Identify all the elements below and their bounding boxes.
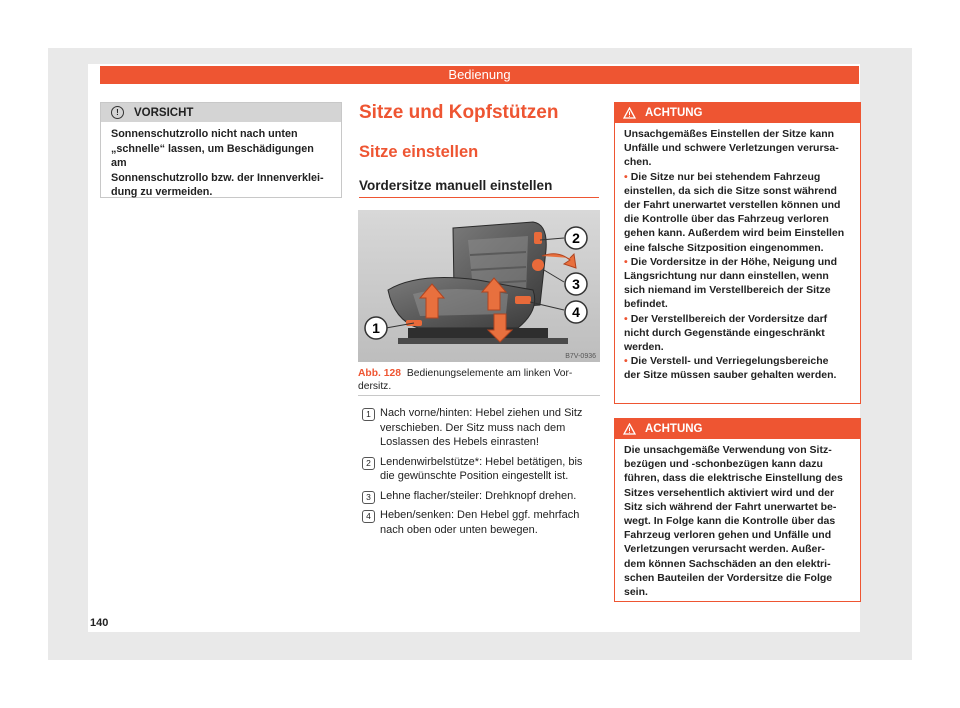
figure-code: B7V-0936 (565, 353, 596, 360)
svg-text:1: 1 (372, 320, 380, 336)
step-line: Loslassen des Hebels einrasten! (380, 436, 539, 448)
section-title: Sitze einstellen (359, 143, 479, 161)
achtung-line: Verletzungen verursacht werden. Außer- (624, 543, 825, 556)
achtung-line: der Sitze müssen sauber gehalten werden. (624, 369, 837, 382)
caption-divider (358, 395, 600, 396)
info-icon: ! (111, 106, 124, 119)
subsection-title: Vordersitze manuell einstellen (359, 178, 599, 198)
achtung-header (615, 103, 860, 123)
achtung-line: nicht durch Gegenstände eingeschränkt (624, 326, 825, 339)
step-line: nach oben oder unten bewegen. (380, 523, 538, 536)
bullet-icon: • (624, 170, 628, 183)
chapter-title: Sitze und Kopfstützen (359, 102, 559, 123)
caption-line: dersitz. (358, 381, 392, 392)
step-item (358, 455, 603, 484)
bullet-icon: • (624, 355, 628, 368)
achtung-line: Fahrzeug verloren gehen und Unfälle und (624, 529, 832, 542)
step-number: 1 (362, 408, 375, 421)
achtung-line: wegt. In Folge kann die Kontrolle über das (624, 515, 836, 528)
vorsicht-header (101, 103, 341, 122)
bullet-item (624, 354, 852, 382)
bullet-icon: • (624, 255, 628, 268)
caption-line: Bedienungselemente am linken Vor- (406, 368, 573, 379)
step-item (358, 508, 603, 537)
step-line: Nach vorne/hinten: Hebel ziehen und Sitz (380, 407, 583, 419)
bullet-icon: • (624, 312, 628, 325)
step-list (358, 406, 603, 542)
achtung-text (615, 123, 860, 389)
achtung-text (615, 439, 860, 605)
achtung-line: chen. (624, 156, 652, 169)
achtung-line: befindet. (624, 298, 668, 311)
achtung-line: führen, dass die elektrische Einstellung des (624, 472, 843, 485)
achtung-line: Unsachgemäßes Einstellen der Sitze kann (624, 128, 835, 140)
achtung-title: ACHTUNG (645, 423, 703, 435)
callout-1 (365, 317, 387, 339)
bullet-item (624, 170, 852, 255)
achtung-header (615, 419, 860, 439)
callout-4 (565, 301, 587, 323)
section-header: Bedienung (100, 66, 859, 84)
step-line: verschieben. Der Sitz muss nach dem (380, 421, 566, 434)
vorsicht-title: VORSICHT (134, 106, 194, 119)
step-line: Heben/senken: Den Hebel ggf. mehrfach (380, 509, 580, 521)
bullet-item (624, 312, 852, 355)
vorsicht-text (101, 122, 341, 200)
bullet-item (624, 255, 852, 312)
callout-3 (565, 273, 587, 295)
achtung-title: ACHTUNG (645, 107, 703, 119)
page-number: 140 (90, 617, 109, 629)
callout-2 (565, 227, 587, 249)
achtung-line: eine falsche Sitzposition eingenommen. (624, 241, 824, 254)
achtung-line: Die Verstell- und Verriegelungsbereiche (630, 355, 829, 368)
achtung-line: Sitz sich während der Fahrt unerwartet be- (624, 500, 837, 513)
vorsicht-line: Sonnenschutzrollo nicht nach unten (111, 128, 298, 140)
achtung-line: gehen kann. Außerdem wird beim Einstellen (624, 227, 845, 240)
vorsicht-line: dung zu vermeiden. (111, 186, 213, 198)
achtung-line: Die Vordersitze in der Höhe, Neigung und (630, 255, 838, 268)
achtung-line: Die Sitze nur bei stehendem Fahrzeug (630, 170, 821, 183)
achtung-line: Längsrichtung nur dann einstellen, wenn (624, 270, 829, 283)
achtung-line: bezügen und -schonbezügen kann dazu (624, 458, 823, 471)
achtung-line: sich niemand im Verstellbereich der Sitze (624, 284, 831, 297)
achtung-warning-1 (614, 102, 861, 404)
achtung-line: Der Verstellbereich der Vordersitze darf (630, 312, 828, 325)
step-line: die gewünschte Position eingestellt ist. (380, 470, 569, 482)
step-number: 3 (362, 491, 375, 504)
step-line: Lehne flacher/steiler: Drehknopf drehen. (380, 489, 577, 502)
achtung-line: der Fahrt unerwartet verstellen können und (624, 199, 841, 212)
svg-text:3: 3 (572, 276, 580, 292)
achtung-line: Sitzes versehentlich aktiviert wird und der (624, 486, 835, 499)
achtung-warning-2 (614, 418, 861, 602)
warning-icon (623, 423, 636, 435)
vorsicht-notice (100, 102, 342, 198)
achtung-line: Unfälle und schwere Verletzungen verursa- (624, 142, 839, 155)
vorsicht-line: Sonnenschutzrollo bzw. der Innenverklei- (111, 171, 324, 184)
step-item (358, 489, 603, 504)
achtung-line: werden. (624, 341, 664, 354)
figure-label: Abb. 128 (358, 368, 401, 379)
svg-text:2: 2 (572, 230, 580, 246)
seat-figure (358, 210, 600, 362)
achtung-line: schen Bauteilen der Vordersitze die Folge (624, 571, 833, 584)
achtung-line: sein. (624, 586, 648, 599)
vorsicht-line: „schnelle“ lassen, um Beschädigungen am (111, 142, 314, 169)
step-item (358, 406, 603, 450)
svg-text:4: 4 (572, 304, 580, 320)
step-line: Lendenwirbelstütze*: Hebel betätigen, bis (380, 455, 583, 468)
achtung-line: Die unsachgemäße Verwendung von Sitz- (624, 444, 832, 456)
achtung-line: die Kontrolle über das Fahrzeug verloren (624, 213, 829, 226)
step-number: 4 (362, 510, 375, 523)
seat-illustration (358, 210, 600, 362)
achtung-line: einstellen, da sich die Sitze sonst während (624, 184, 837, 197)
step-number: 2 (362, 457, 375, 470)
warning-icon (623, 107, 636, 119)
achtung-line: dem können Sachschäden an den elektri- (624, 557, 831, 570)
figure-caption (358, 367, 600, 393)
